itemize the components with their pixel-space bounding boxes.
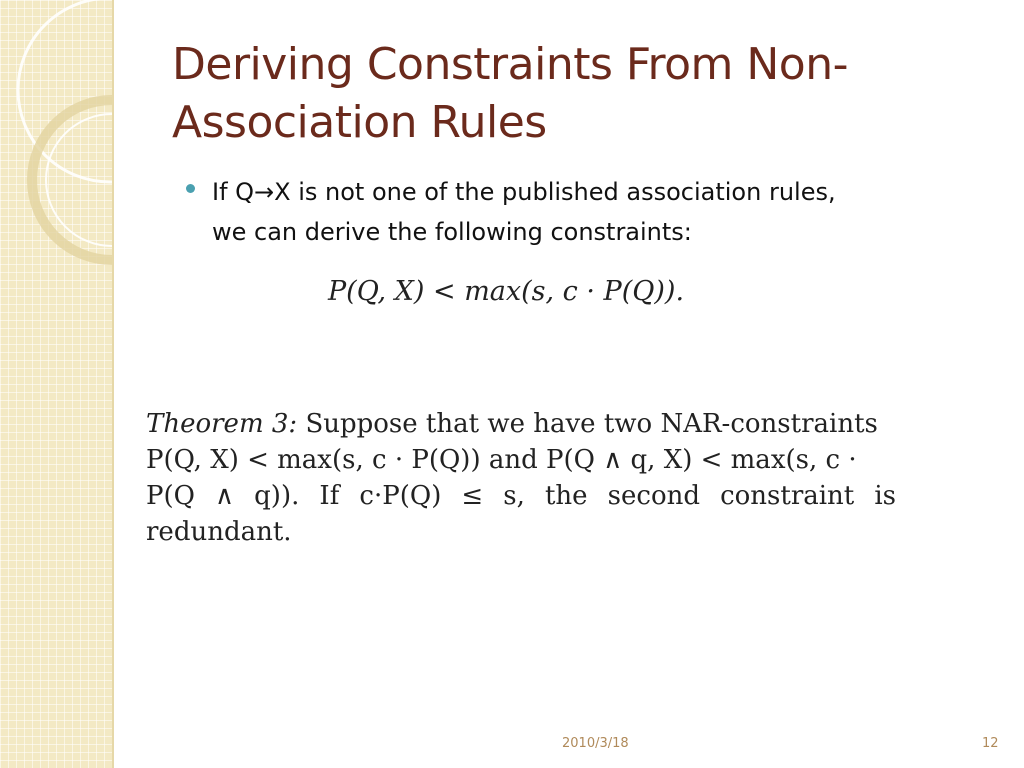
title-line-1: Deriving Constraints From Non- bbox=[172, 39, 848, 90]
bullet-dot-icon bbox=[186, 184, 195, 193]
formula-text: P(Q, X) < max(s, c · P(Q)). bbox=[328, 276, 685, 307]
theorem-line-3: P(Q ∧ q)). If c·P(Q) ≤ s, the second constraint is redundant. bbox=[146, 481, 896, 547]
footer-date: 2010/3/18 bbox=[562, 736, 629, 751]
bullet-item bbox=[186, 172, 976, 252]
theorem-label: Theorem 3: bbox=[146, 409, 298, 439]
title-line-2: Association Rules bbox=[172, 97, 547, 148]
page-number: 12 bbox=[982, 736, 999, 751]
theorem-line-1: Suppose that we have two NAR-constraints bbox=[305, 409, 878, 439]
bullet-line-2: we can derive the following constraints: bbox=[212, 218, 692, 246]
decorative-circles bbox=[0, 0, 112, 768]
theorem-line-2: P(Q, X) < max(s, c · P(Q)) and P(Q ∧ q, X) < max(s, c · bbox=[146, 445, 857, 475]
formula-image bbox=[328, 276, 684, 307]
bullet-line-1: If Q→X is not one of the published association rules, bbox=[212, 178, 836, 206]
side-strip-edge bbox=[112, 0, 114, 768]
theorem-block bbox=[146, 406, 896, 550]
bullet-text bbox=[212, 172, 976, 252]
slide-title bbox=[172, 36, 972, 152]
decorative-side-strip bbox=[0, 0, 112, 768]
